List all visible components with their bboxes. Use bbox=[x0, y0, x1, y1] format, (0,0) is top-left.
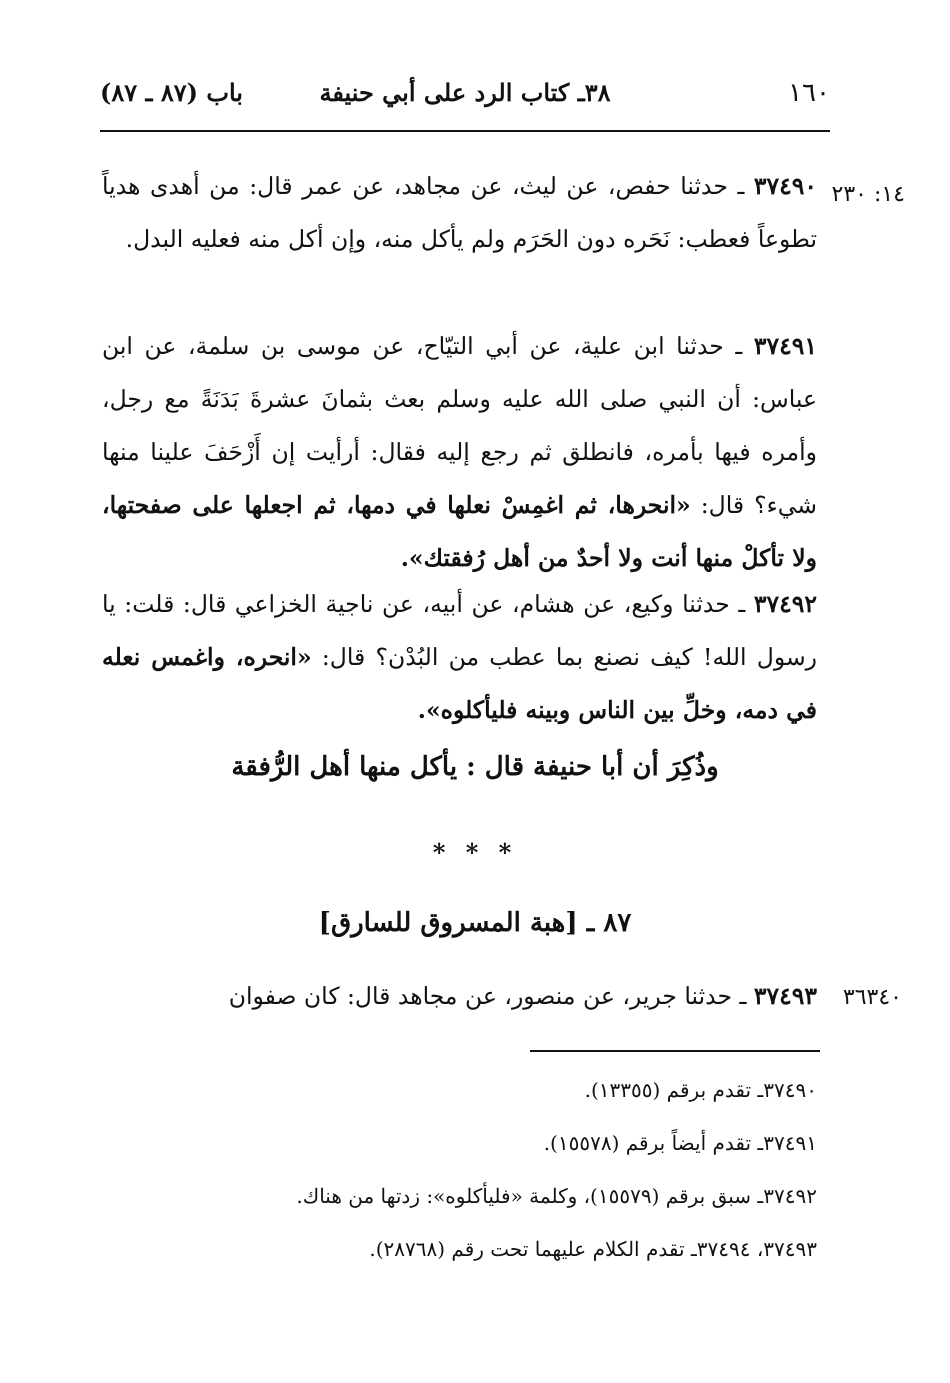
hadith-paragraph bbox=[102, 970, 817, 1023]
footnote: ٣٧٤٩٣، ٣٧٤٩٤ـ تقدم الكلام عليهما تحت رقم (٢٨٧٦٨). bbox=[369, 1237, 817, 1261]
footnote: ٣٧٤٩٢ـ سبق برقم (١٥٥٧٩)، وكلمة «فليأكلوه»: زدتها من هناك. bbox=[296, 1184, 817, 1208]
hadith-number: ٣٧٤٩٣ bbox=[753, 982, 817, 1010]
margin-reference: ١٤: ٢٣٠ bbox=[831, 182, 905, 207]
hadith-paragraph bbox=[102, 320, 817, 585]
hadith-text: ـ حدثنا ابن علية، عن أبي التيّاح، عن موسى بن سلمة، عن ابن عباس: أن النبي صلى الله عليه وسلم بعث بثمانَ عشرةَ بَدَنَةً مع رجل، وأمره فيها بأمره، فانطلق ثم رجع إليه فقال: أرأيت إن أَزْحَفَ علينا منها شيء؟ قال: bbox=[102, 332, 817, 519]
hadith-text: ـ حدثنا جرير، عن منصور، عن مجاهد قال: كان صفوان bbox=[228, 982, 754, 1010]
running-header bbox=[100, 78, 830, 128]
hadith-text: ـ حدثنا حفص، عن ليث، عن مجاهد، عن عمر قال: من أهدى هدياً تطوعاً فعطب: نَحَره دون الحَرَم ولم يأكل منه، وإن أكل منه فعليه البدل. bbox=[102, 172, 817, 253]
footnote: ٣٧٤٩١ـ تقدم أيضاً برقم (١٥٥٧٨). bbox=[543, 1131, 817, 1155]
hadith-number: ٣٧٤٩١ bbox=[753, 332, 817, 360]
page-number: ١٦٠ bbox=[788, 78, 830, 108]
hadith-quote: «انحرها، ثم اغمِسْ نعلها في دمها، ثم اجعلها على صفحتها، ولا تأكلْ منها أنت ولا أحدٌ من أهل رُفقتك». bbox=[102, 491, 817, 572]
header-rule bbox=[100, 130, 830, 132]
footnote: ٣٧٤٩٠ـ تقدم برقم (١٣٣٥٥). bbox=[584, 1078, 817, 1102]
hadith-text: ـ حدثنا وكيع، عن هشام، عن أبيه، عن ناجية الخزاعي قال: قلت: يا رسول الله! كيف نصنع بما عطب من البُدْن؟ قال: bbox=[102, 590, 817, 671]
hadith-number: ٣٧٤٩٠ bbox=[753, 172, 817, 200]
editor-remark: وذُكِرَ أن أبا حنيفة قال : يأكل منها أهل الرُّفقة bbox=[231, 752, 719, 782]
chapter-heading: ٨٧ ـ [هبة المسروق للسارق] bbox=[318, 908, 632, 938]
hadith-number: ٣٧٤٩٢ bbox=[753, 590, 817, 618]
hadith-paragraph bbox=[102, 160, 817, 266]
margin-reference: ٣٦٣٤٠ bbox=[842, 985, 902, 1010]
section-reference: باب (٨٧ ـ ٨٧) bbox=[100, 78, 243, 107]
footnote-rule bbox=[530, 1050, 820, 1052]
hadith-paragraph bbox=[102, 578, 817, 737]
chapter-title: ٣٨ـ كتاب الرد على أبي حنيفة bbox=[319, 78, 611, 107]
section-separator: * * * bbox=[432, 838, 518, 867]
hadith-quote: «انحره، واغمس نعله في دمه، وخلِّ بين الناس وبينه فليأكلوه». bbox=[102, 643, 817, 724]
